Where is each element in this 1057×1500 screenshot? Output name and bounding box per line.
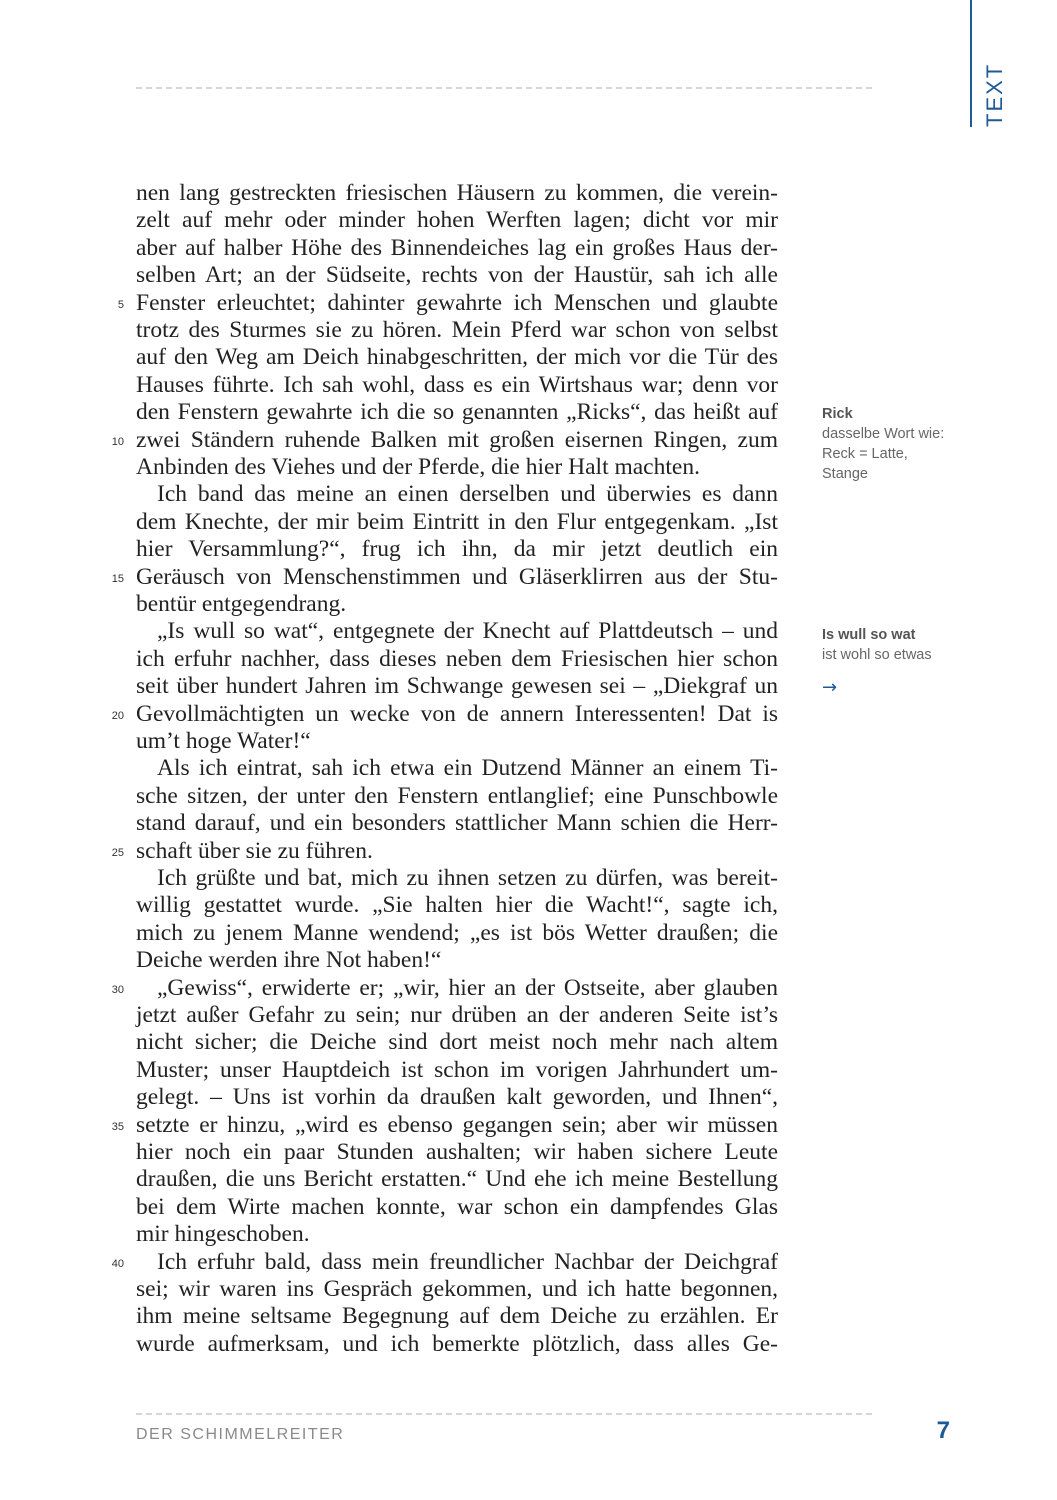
text-line: aber auf halber Höhe des Binnendeiches lag ein großes Haus der- xyxy=(136,234,778,261)
text-line: Hauses führte. Ich sah wohl, dass es ein Wirtshaus war; denn vor xyxy=(136,371,778,398)
text-line: gelegt. – Uns ist vorhin da draußen kalt geworden, und Ihnen“, xyxy=(136,1084,778,1111)
text-line: selben Art; an der Südseite, rechts von der Haustür, sah ich alle xyxy=(136,262,778,289)
page-number: 7 xyxy=(936,1417,950,1444)
text-line: stand darauf, und ein besonders stattlicher Mann schien die Herr- xyxy=(136,810,778,837)
text-line: bentür entgegendrang. xyxy=(136,591,347,617)
text-line: mich zu jenem Manne wendend; „es ist bös Wetter draußen; die xyxy=(136,919,778,946)
line-number: 40 xyxy=(111,1257,124,1270)
text-line: willig gestattet wurde. „Sie halten hier die Wacht!“, sagte ich, xyxy=(136,892,778,919)
text-line: setzte er hinzu, „wird es ebenso gegangen sein; aber wir müssen xyxy=(136,1111,778,1138)
text-line: Gevollmächtigten un wecke von de annern Interessenten! Dat is xyxy=(136,700,778,727)
text-line: „Gewiss“, erwiderte er; „wir, hier an der Ostseite, aber glauben xyxy=(157,974,778,1001)
text-line: sei; wir waren ins Gespräch gekommen, und ich hatte begonnen, xyxy=(136,1276,778,1302)
text-line: Muster; unser Hauptdeich ist schon im vorigen Jahrhundert um- xyxy=(136,1056,778,1083)
note-definition-line: Reck = Latte, xyxy=(822,446,908,462)
text-line: Deiche werden ihre Not haben!“ xyxy=(136,947,442,974)
text-line: hier Versammlung?“, frug ich ihn, da mir jetzt deutlich ein xyxy=(136,536,778,563)
line-number: 30 xyxy=(111,983,124,996)
text-line: Als ich eintrat, sah ich etwa ein Dutzend Männer an einem Ti- xyxy=(157,755,778,782)
note-definition-line: ist wohl so etwas xyxy=(822,647,932,663)
text-line: nen lang gestreckten friesischen Häusern zu kommen, die verein- xyxy=(136,180,778,206)
arrow-right-icon: → xyxy=(822,677,838,698)
line-number: 15 xyxy=(111,572,124,585)
text-line: dem Knechte, der mir beim Eintritt in den Flur entgegenkam. „Ist xyxy=(136,508,778,535)
text-line: Geräusch von Menschenstimmen und Gläserklirren aus der Stu- xyxy=(136,563,778,590)
text-line: jetzt außer Gefahr zu sein; nur drüben an der anderen Seite ist’s xyxy=(136,1002,778,1028)
note-definition-line: dasselbe Wort wie: xyxy=(822,426,945,442)
text-line: sche sitzen, der unter den Fenstern entlanglief; eine Punschbowle xyxy=(136,782,778,809)
section-tab-label: TEXT xyxy=(982,62,1007,128)
margin-note-rick xyxy=(822,404,982,484)
bottom-dashed-rule xyxy=(136,1413,872,1415)
text-line: schaft über sie zu führen. xyxy=(136,837,373,864)
text-line: Ich band das meine an einen derselben und überwies es dann xyxy=(157,481,778,508)
top-dashed-rule xyxy=(136,87,872,89)
side-tab-bar xyxy=(970,0,972,127)
text-line: wurde aufmerksam, und ich bemerkte plötzlich, dass alles Ge- xyxy=(136,1330,778,1357)
text-line: Fenster erleuchtet; dahinter gewahrte ich Menschen und glaubte xyxy=(136,289,778,316)
text-line: Anbinden des Viehes und der Pferde, die hier Halt machten. xyxy=(136,454,700,480)
margin-note-is-wull-so-wat xyxy=(822,625,982,665)
text-line: hier noch ein paar Stunden aushalten; wir haben sichere Leute xyxy=(136,1139,778,1165)
text-line: draußen, die uns Bericht erstatten.“ Und ehe ich meine Bestellung xyxy=(136,1166,778,1193)
text-line: Ich erfuhr bald, dass mein freundlicher Nachbar der Deichgraf xyxy=(157,1248,778,1275)
text-line: trotz des Sturmes sie zu hören. Mein Pferd war schon von selbst xyxy=(136,317,778,343)
note-term: Rick xyxy=(822,406,853,422)
line-number: 5 xyxy=(117,298,124,311)
text-line: Ich grüßte und bat, mich zu ihnen setzen zu dürfen, was bereit- xyxy=(157,865,778,891)
text-line: nicht sicher; die Deiche sind dort meist noch mehr nach altem xyxy=(136,1029,778,1056)
text-line: um’t hoge Water!“ xyxy=(136,728,311,754)
footer-book-title: DER SCHIMMELREITER xyxy=(136,1426,345,1443)
line-number: 35 xyxy=(111,1120,124,1133)
line-number: 20 xyxy=(111,709,124,722)
line-number: 10 xyxy=(111,435,124,448)
line-number: 25 xyxy=(111,846,124,859)
text-line: ich erfuhr nachher, dass dieses neben dem Friesischen hier schon xyxy=(136,645,778,672)
text-line: mir hingeschoben. xyxy=(136,1221,310,1248)
note-definition-line: Stange xyxy=(822,466,868,482)
note-term: Is wull so wat xyxy=(822,627,916,643)
text-line: zwei Ständern ruhende Balken mit großen eisernen Ringen, zum xyxy=(136,426,778,453)
text-line: zelt auf mehr oder minder hohen Werften lagen; dicht vor mir xyxy=(136,207,778,234)
text-line: ihm meine seltsame Begegnung auf dem Deiche zu erzählen. Er xyxy=(136,1303,778,1330)
text-line: bei dem Wirte machen konnte, war schon ein dampfendes Glas xyxy=(136,1193,778,1220)
text-line: auf den Weg am Deich hinabgeschritten, der mich vor die Tür des xyxy=(136,344,778,371)
text-line: den Fenstern gewahrte ich die so genannten „Ricks“, das heißt auf xyxy=(136,399,778,426)
text-line: seit über hundert Jahren im Schwange gewesen sei – „Diekgraf un xyxy=(136,673,778,700)
text-line: „Is wull so wat“, entgegnete der Knecht auf Plattdeutsch – und xyxy=(157,618,778,645)
